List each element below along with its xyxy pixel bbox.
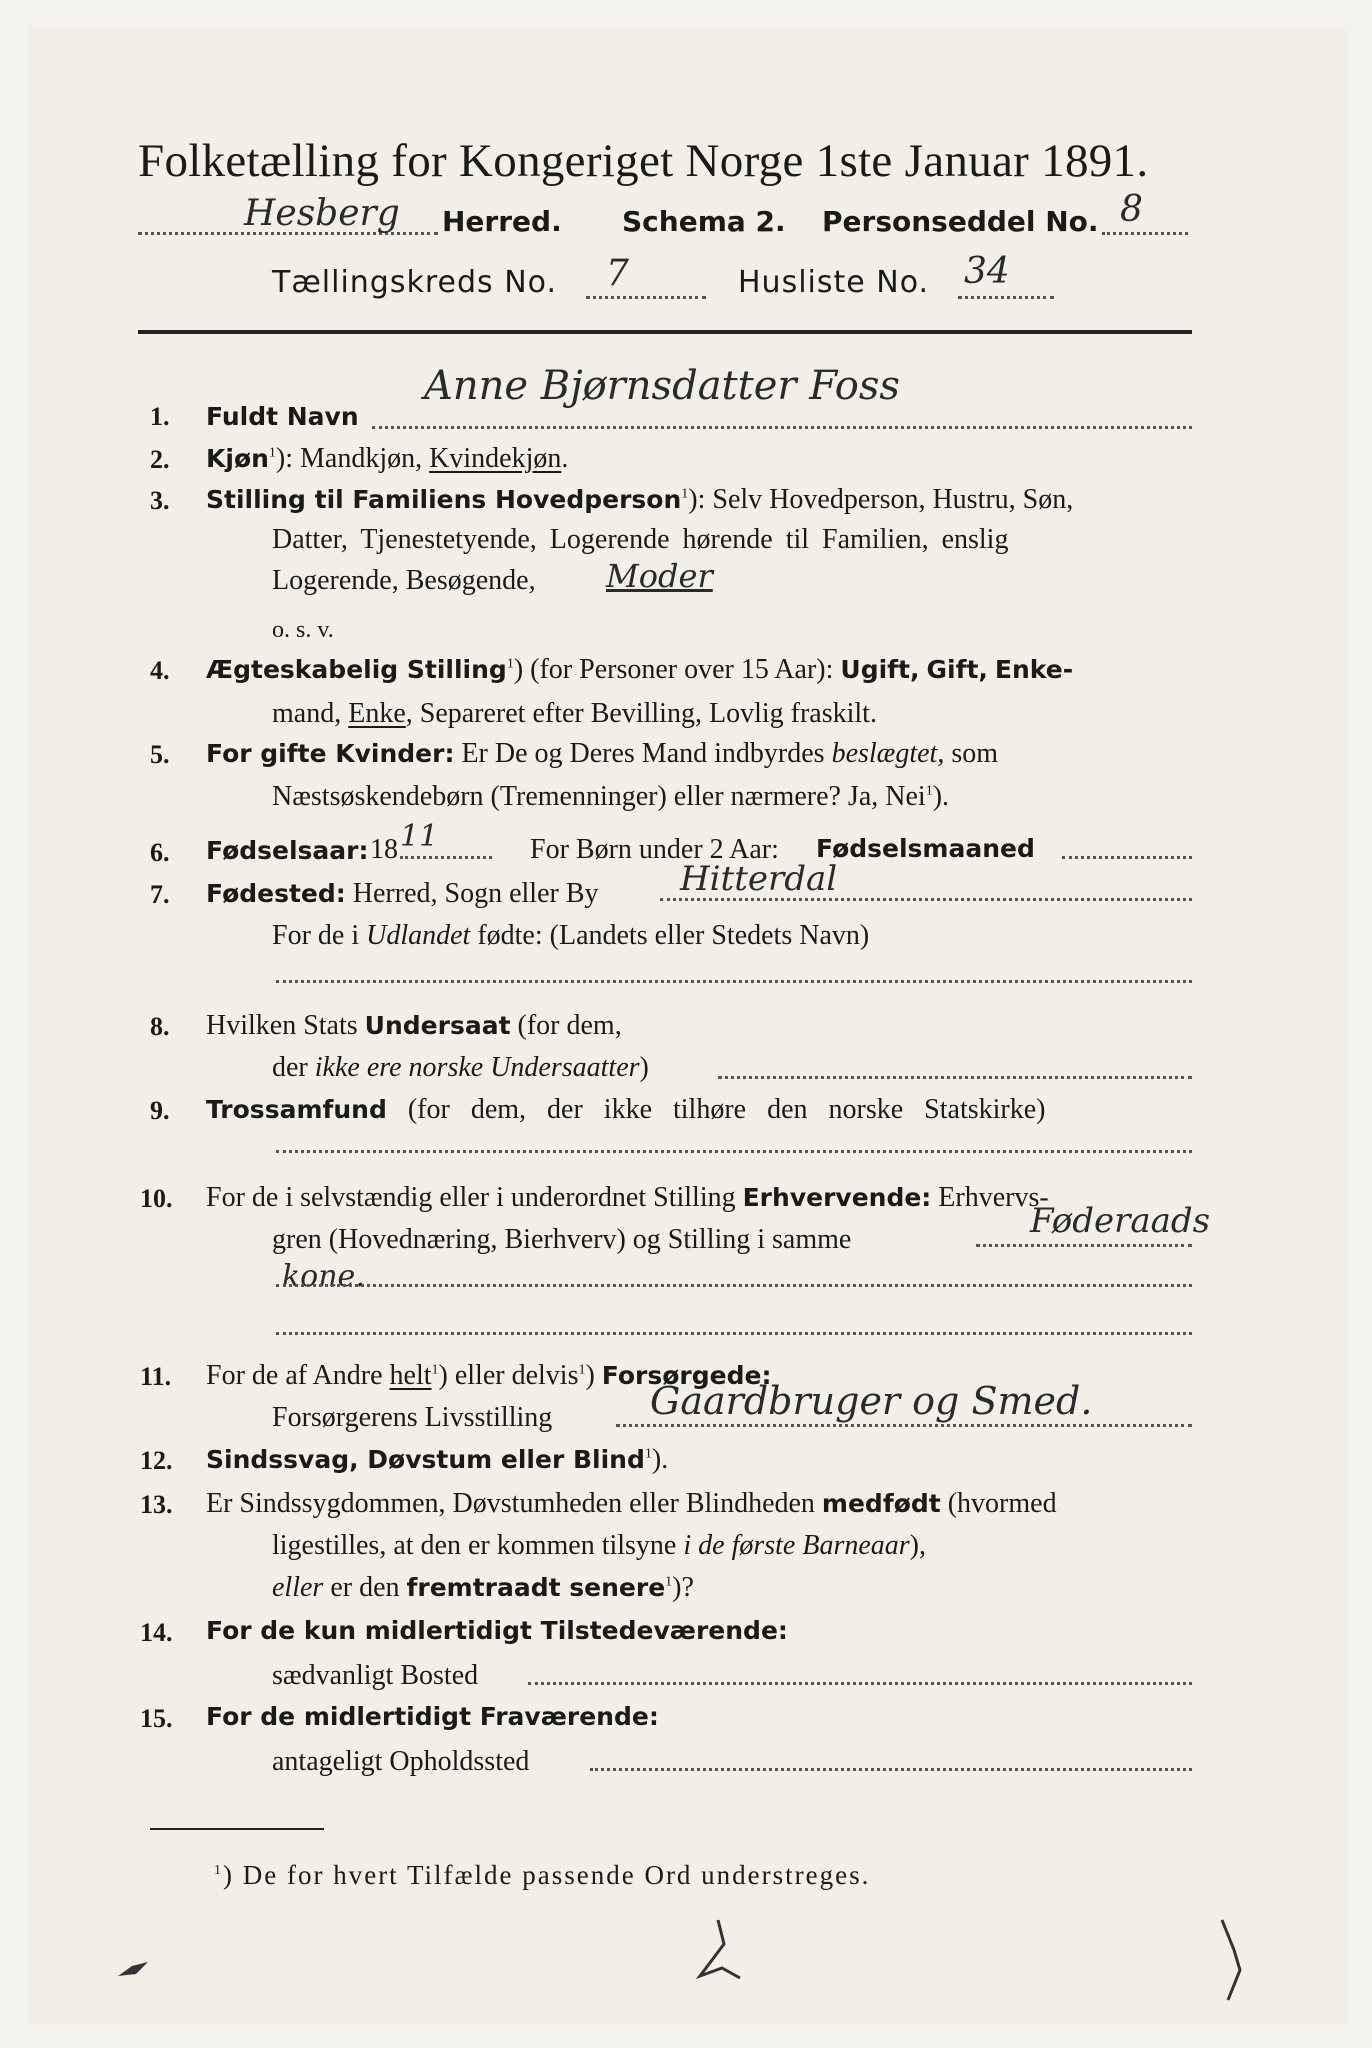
- q3-line1-rest: ): Selv Hovedperson, Hustru, Søn,: [688, 484, 1074, 515]
- herred-handwritten: Hesberg: [244, 193, 400, 234]
- q7-text: Herred, Sogn eller By: [345, 878, 599, 909]
- q11-answer: Gaardbruger og Smed.: [650, 1379, 1093, 1423]
- q11-sup-2: 1: [578, 1362, 586, 1378]
- q5-line2-text: Næstsøskendebørn (Tremenninger) eller nærmere? Ja, Nei: [272, 781, 926, 812]
- q13-line3-a: er den: [323, 1572, 407, 1603]
- q14-number: 14.: [140, 1618, 173, 1647]
- q13-line3-b: )?: [672, 1572, 694, 1603]
- q10-number: 10.: [140, 1184, 173, 1213]
- q9-text: (for dem, der ikke tilhøre den norske Statskirke): [386, 1094, 1046, 1125]
- q12-number: 12.: [140, 1446, 173, 1475]
- q7-answer: Hitterdal: [680, 859, 838, 899]
- q1-label: Fuldt Navn: [206, 402, 359, 431]
- q12-sup: 1: [644, 1446, 652, 1462]
- q5-number: 5.: [150, 740, 170, 769]
- q7-number: 7.: [150, 880, 170, 909]
- schema-label: Schema 2.: [622, 205, 786, 238]
- q5-som: som: [944, 738, 999, 769]
- q10-text-b: Erhvervs-: [931, 1182, 1049, 1213]
- q13-label: medfødt: [821, 1489, 941, 1518]
- q6-prefix: 18: [370, 834, 398, 865]
- q10-line2: gren (Hovednæring, Bierhverv) og Stilling i samme: [272, 1224, 852, 1255]
- q3-answer: Moder: [606, 557, 713, 595]
- pencil-mark-right: [1222, 1920, 1240, 2000]
- q7-label: Fødested:: [206, 879, 346, 908]
- q13-text-b: (hvormed: [940, 1488, 1057, 1519]
- personseddel-no: 8: [1120, 189, 1143, 230]
- q11-option-helt: helt: [389, 1360, 432, 1391]
- q7-line2-it: Udlandet: [366, 920, 471, 951]
- q4-ugift: Ugift,: [840, 655, 920, 684]
- q6-text: For Børn under 2 Aar:: [530, 834, 779, 865]
- q6-label: Fødselsaar:: [206, 836, 369, 865]
- q4-number: 4.: [150, 656, 170, 685]
- q8-text-a: Hvilken Stats: [206, 1010, 365, 1041]
- q5-line1-rest: Er De og Deres Mand indbyrdes: [454, 738, 832, 769]
- q3-line4: o. s. v.: [272, 617, 334, 643]
- q11-number: 11.: [140, 1362, 172, 1391]
- q10-answer-1: Føderaads: [1030, 1201, 1211, 1241]
- q3-line3: Logerende, Besøgende,: [272, 565, 536, 596]
- q8-line2-a: der: [272, 1052, 315, 1083]
- taellingskreds-no: 7: [606, 253, 629, 294]
- q4-line1-rest: ) (for Personer over 15 Aar):: [513, 654, 841, 685]
- q12-end: ).: [651, 1444, 669, 1475]
- husliste-label: Husliste No.: [738, 265, 930, 300]
- q8-line2-b: ): [639, 1052, 649, 1083]
- q15-line2: antageligt Opholdssted: [272, 1746, 530, 1777]
- q11-text-a: For de af Andre: [206, 1360, 390, 1391]
- q5-sup: 1: [925, 783, 933, 799]
- q9-number: 9.: [150, 1096, 170, 1125]
- q2-text-c: .: [561, 443, 569, 474]
- q8-text-b: (for dem,: [510, 1010, 622, 1041]
- pencil-mark-left: [118, 1962, 148, 1976]
- q7-line2-b: fødte: (Landets eller Stedets Navn): [470, 920, 870, 951]
- q5-beslaegtet: beslægtet,: [831, 738, 945, 769]
- q15-label: For de midlertidigt Fraværende:: [206, 1702, 659, 1731]
- q4-enke-m: Enke-: [994, 655, 1074, 684]
- q3-sup: 1: [681, 486, 689, 502]
- q4-line2-a: mand,: [272, 698, 349, 729]
- q14-label: For de kun midlertidigt Tilstedeværende:: [206, 1616, 788, 1645]
- q8-label: Undersaat: [364, 1011, 511, 1040]
- q3-line2: Datter, Tjenestetyende, Logerende hørende til Familien, enslig: [272, 524, 1009, 555]
- q2-label: Kjøn: [206, 444, 269, 473]
- q12-label: Sindssvag, Døvstum eller Blind: [206, 1445, 645, 1474]
- q11-text-c: ): [585, 1360, 602, 1391]
- q13-sup: 1: [665, 1574, 673, 1590]
- q2-option-kvindekjon: Kvindekjøn: [429, 443, 562, 474]
- q10-text-a: For de i selvstændig eller i underordnet Stilling: [206, 1182, 743, 1213]
- q10-answer-2: kone.: [282, 1259, 365, 1294]
- q2-text-a: ): Mandkjøn,: [275, 443, 430, 474]
- q7-line2-a: For de i: [272, 920, 367, 951]
- q13-line3-bold: fremtraadt senere: [406, 1573, 666, 1602]
- q6-answer: 11: [400, 819, 439, 854]
- q13-line2-it: i de første Barneaar: [683, 1530, 910, 1561]
- q9-label: Trossamfund: [206, 1095, 387, 1124]
- footnote-text: ) De for hvert Tilfælde passende Ord understreges.: [223, 1860, 871, 1890]
- q6-number: 6.: [150, 838, 170, 867]
- herred-label: Herred.: [442, 205, 562, 238]
- husliste-no: 34: [964, 251, 1010, 292]
- q13-text-a: Er Sindssygdommen, Døvstumheden eller Blindheden: [206, 1488, 822, 1519]
- taellingskreds-label: Tællingskreds No.: [272, 265, 557, 300]
- q11-line2: Forsørgerens Livsstilling: [272, 1402, 553, 1433]
- q4-label: Ægteskabelig Stilling: [206, 655, 507, 684]
- q8-line2-it: ikke ere norske Undersaatter: [314, 1052, 640, 1083]
- q4-option-enke: Enke: [348, 698, 406, 729]
- q3-number: 3.: [150, 486, 170, 515]
- form-title: Folketælling for Kongeriget Norge 1ste Januar 1891.: [138, 135, 1149, 187]
- q5-label: For gifte Kvinder:: [206, 739, 455, 768]
- q6-label2: Fødselsmaaned: [816, 834, 1035, 863]
- q4-line2-b: , Separeret efter Bevilling, Lovlig fraskilt.: [405, 698, 877, 729]
- q13-line2-a: ligestilles, at den er kommen tilsyne: [272, 1530, 684, 1561]
- q13-line2-b: ),: [909, 1530, 926, 1561]
- q11-label: Forsørgede:: [601, 1361, 772, 1390]
- pencil-mark-middle: [700, 1920, 740, 1978]
- q10-label: Erhvervende:: [742, 1183, 932, 1212]
- q5-line2-end: ).: [932, 781, 950, 812]
- personseddel-label: Personseddel No.: [822, 205, 1099, 238]
- footnote-sup: 1: [214, 1863, 223, 1878]
- q2-number: 2.: [150, 445, 170, 474]
- q3-label: Stilling til Familiens Hovedperson: [206, 485, 682, 514]
- q4-gift: Gift,: [926, 655, 988, 684]
- q1-answer: Anne Bjørnsdatter Foss: [424, 363, 900, 409]
- q11-text-b: ) eller delvis: [438, 1360, 579, 1391]
- q11-sup-1: 1: [431, 1362, 439, 1378]
- q8-number: 8.: [150, 1012, 170, 1041]
- q13-number: 13.: [140, 1490, 173, 1519]
- q13-line3-it: eller: [272, 1572, 324, 1603]
- q15-number: 15.: [140, 1704, 173, 1733]
- q2-sup: 1: [268, 445, 276, 461]
- q1-number: 1.: [150, 402, 170, 431]
- q4-sup: 1: [506, 656, 514, 672]
- q14-line2: sædvanligt Bosted: [272, 1660, 479, 1691]
